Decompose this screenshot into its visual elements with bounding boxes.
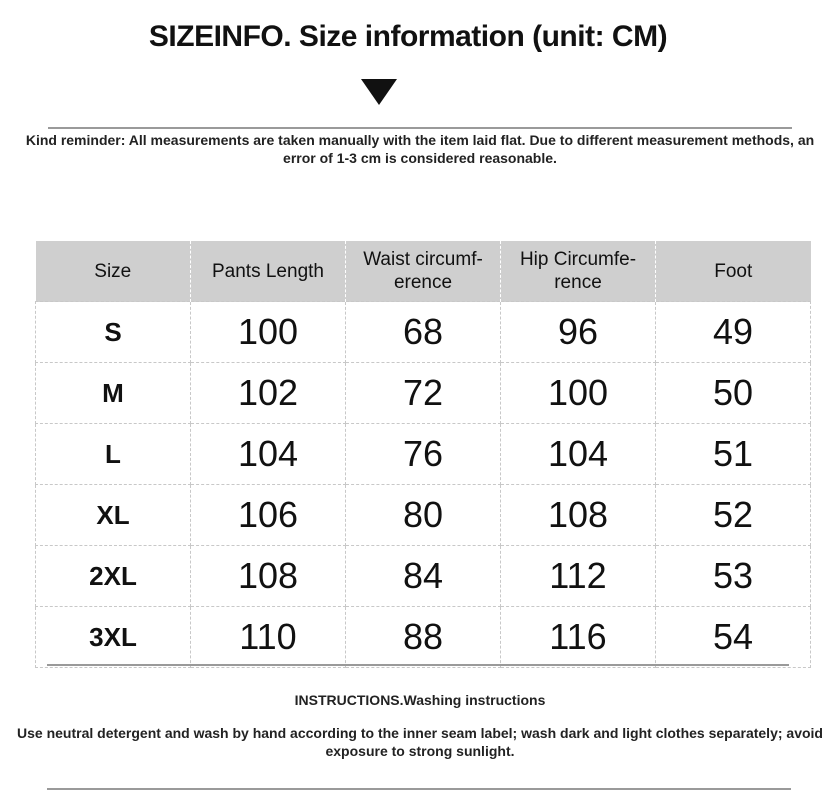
cell-size: M (36, 363, 191, 424)
measurement-reminder: Kind reminder: All measurements are taken manually with the item laid flat. Due to different measurement methods, an error of 1-3 cm is considered reasonable. (25, 132, 815, 166)
table-row (36, 546, 811, 607)
cell-hip: 108 (501, 485, 656, 546)
cell-hip: 104 (501, 424, 656, 485)
table-row (36, 363, 811, 424)
cell-hip: 100 (501, 363, 656, 424)
cell-foot: 49 (656, 302, 811, 363)
divider-table (47, 664, 789, 666)
washing-instructions: Use neutral detergent and wash by hand according to the inner seam label; wash dark and light clothes separately; avoid exposure to strong sunlight. (17, 725, 823, 759)
divider-bottom (47, 788, 791, 790)
header-waist (346, 241, 501, 302)
cell-pants-length: 104 (191, 424, 346, 485)
page-title: SIZEINFO. Size information (unit: CM) (148, 20, 668, 53)
cell-waist: 80 (346, 485, 501, 546)
table-row (36, 607, 811, 668)
cell-hip: 96 (501, 302, 656, 363)
cell-size: L (36, 424, 191, 485)
cell-pants-length: 108 (191, 546, 346, 607)
cell-waist: 84 (346, 546, 501, 607)
header-pants-length: Pants Length (191, 241, 346, 302)
cell-foot: 54 (656, 607, 811, 668)
header-foot: Foot (656, 241, 811, 302)
header-waist-line1: Waist circumf- (363, 249, 483, 270)
down-arrow-icon (361, 79, 397, 105)
cell-pants-length: 102 (191, 363, 346, 424)
cell-hip: 116 (501, 607, 656, 668)
table-row (36, 485, 811, 546)
cell-size: 2XL (36, 546, 191, 607)
cell-size: XL (36, 485, 191, 546)
cell-hip: 112 (501, 546, 656, 607)
cell-size: S (36, 302, 191, 363)
table-row (36, 424, 811, 485)
instructions-title: INSTRUCTIONS.Washing instructions (294, 692, 546, 708)
size-table (35, 241, 811, 668)
header-hip-line2: rence (554, 272, 602, 293)
header-waist-line2: erence (393, 272, 453, 293)
header-size: Size (36, 241, 191, 302)
cell-pants-length: 110 (191, 607, 346, 668)
divider-top (48, 127, 792, 129)
cell-waist: 76 (346, 424, 501, 485)
cell-pants-length: 106 (191, 485, 346, 546)
cell-pants-length: 100 (191, 302, 346, 363)
header-hip (501, 241, 656, 302)
cell-foot: 52 (656, 485, 811, 546)
cell-foot: 53 (656, 546, 811, 607)
cell-waist: 68 (346, 302, 501, 363)
cell-foot: 50 (656, 363, 811, 424)
table-header-row (36, 241, 811, 302)
cell-waist: 72 (346, 363, 501, 424)
cell-waist: 88 (346, 607, 501, 668)
cell-size: 3XL (36, 607, 191, 668)
table-row (36, 302, 811, 363)
header-hip-line1: Hip Circumfe- (519, 249, 637, 270)
cell-foot: 51 (656, 424, 811, 485)
